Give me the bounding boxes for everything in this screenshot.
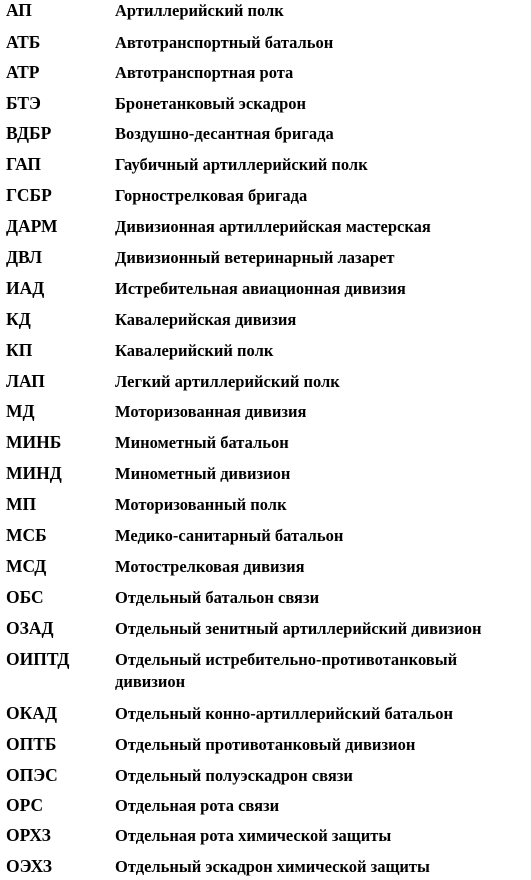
abbreviation-term: ОЗАД: [6, 618, 54, 638]
abbreviation-term: ГАП: [6, 154, 42, 174]
abbreviation-definition: Отдельный противотанковый дивизион: [115, 735, 416, 754]
abbreviation-definition: Горнострелковая бригада: [115, 186, 308, 205]
abbreviation-definition: Отдельный конно-артиллерийский батальон: [115, 704, 454, 723]
abbreviation-definition: Гаубичный артиллерийский полк: [115, 155, 368, 174]
abbreviation-term: МП: [6, 494, 37, 514]
abbreviation-definition: Автотранспортная рота: [115, 63, 294, 82]
abbreviation-term: БТЭ: [6, 93, 41, 113]
abbreviation-definition: Бронетанковый эскадрон: [115, 94, 307, 113]
abbreviation-definition: Минометный дивизион: [115, 464, 291, 483]
abbreviation-definition: Дивизионный ветеринарный лазарет: [115, 248, 395, 267]
abbreviation-definition: Кавалерийская дивизия: [115, 310, 297, 329]
abbreviation-definition: Кавалерийский полк: [115, 341, 274, 360]
abbreviation-term: КП: [6, 340, 33, 360]
abbreviation-term: ОКАД: [6, 703, 57, 723]
abbreviation-term: ОПЭС: [6, 765, 58, 785]
abbreviation-term: ОБС: [6, 587, 44, 607]
abbreviation-definition: Отдельная рота связи: [115, 796, 280, 815]
abbreviation-term: АТБ: [6, 32, 41, 52]
abbreviation-definition: Моторизованная дивизия: [115, 402, 307, 421]
abbreviation-term: АТР: [6, 62, 40, 82]
abbreviation-definition: Отдельный полуэскадрон связи: [115, 766, 353, 785]
abbreviation-term: ОРХЗ: [6, 825, 51, 845]
abbreviation-definition: Истребительная авиационная дивизия: [115, 279, 406, 298]
abbreviation-definition: Отдельный зенитный артиллерийский дивизион: [115, 619, 482, 638]
abbreviation-definition: Легкий артиллерийский полк: [115, 372, 340, 391]
abbreviation-term: ЛАП: [6, 371, 45, 391]
abbreviation-definition: Отдельный эскадрон химической защиты: [115, 857, 430, 876]
abbreviation-term: ДАРМ: [6, 216, 58, 236]
abbreviation-term: ВДБР: [6, 123, 52, 143]
abbreviation-term: АП: [6, 0, 32, 20]
abbreviation-term: ОИПТД: [6, 649, 70, 669]
abbreviation-term: МИНД: [6, 463, 62, 483]
abbreviation-term: ГСБР: [6, 185, 52, 205]
abbreviation-definition: Артиллерийский полк: [115, 1, 284, 20]
abbreviation-term: КД: [6, 309, 31, 329]
abbreviation-definition: Отдельная рота химической защиты: [115, 826, 392, 845]
abbreviation-term: ОПТБ: [6, 734, 57, 754]
abbreviation-term: ДВЛ: [6, 247, 43, 267]
abbreviation-definition: Воздушно-десантная бригада: [115, 124, 334, 143]
abbreviation-term: ИАД: [6, 278, 45, 298]
abbreviation-definition: Мотострелковая дивизия: [115, 557, 305, 576]
abbreviation-definition: Отдельный истребительно-противотанковый дивизион: [115, 650, 458, 691]
abbreviation-definition: Отдельный батальон связи: [115, 588, 320, 607]
abbreviation-definition: Моторизованный полк: [115, 495, 287, 514]
abbreviation-term: МСД: [6, 556, 47, 576]
abbreviation-term: ОРС: [6, 795, 44, 815]
abbreviation-term: МИНБ: [6, 432, 62, 452]
abbreviation-definition: Дивизионная артиллерийская мастерская: [115, 217, 431, 236]
abbreviation-definition: Медико-санитарный батальон: [115, 526, 344, 545]
abbreviation-definition: Минометный батальон: [115, 433, 289, 452]
abbreviation-term: МСБ: [6, 525, 47, 545]
abbreviation-definition: Автотранспортный батальон: [115, 33, 334, 52]
abbreviation-term: ОЭХЗ: [6, 856, 53, 876]
abbreviation-term: МД: [6, 401, 35, 421]
